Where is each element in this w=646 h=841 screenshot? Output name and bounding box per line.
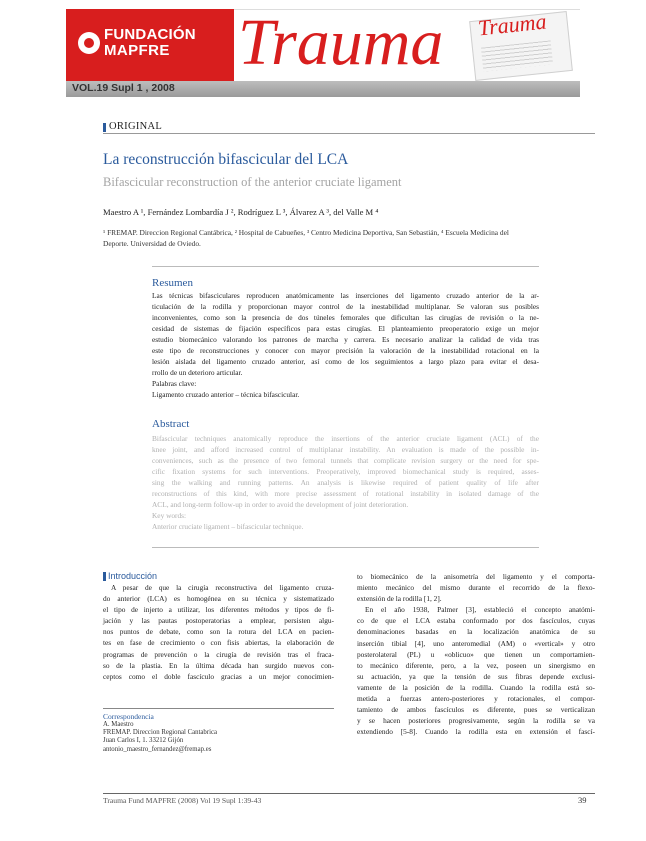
correspondence-line: FREMAP. Direccion Regional Cantabrica — [103, 729, 218, 737]
correspondence-line: A. Maestro — [103, 721, 134, 728]
intro-line: En el año 1938, Palmer [3], estableció el concepto anatómi- — [365, 605, 595, 615]
abstract-line: sing the walking and running patterns. An analysis is likewise required of patient quality of life after — [152, 478, 539, 487]
section-marker — [103, 123, 106, 132]
resumen-line: cesidad de sistemas de fijación específicos para estas cirugías. El planteamiento preoperatorio exige un mejor — [152, 324, 539, 333]
intro-line: tamiento de ambos fascículos es diferente, pues se verticalizan — [357, 705, 595, 715]
resumen-keywords: Ligamento cruzado anterior – técnica bifascicular. — [152, 390, 300, 399]
affiliation-line: ¹ FREMAP. Direccion Regional Cantábrica, ² Hospital de Cabueñes, ³ Centro Medicina Deportiva, San Sebastián, ⁴ Escuela Medicina del — [103, 228, 509, 237]
section-divider — [103, 133, 595, 134]
journal-title-text: Trauma — [238, 6, 444, 79]
intro-line: denominaciones basadas en la localización anatómica de su — [357, 627, 595, 637]
intro-line: so de la plastia. En la última década han surgido nuevos con- — [103, 660, 334, 670]
abstract-text — [152, 433, 539, 532]
intro-line: miento mecánico del mismo durante el recorrido de la flexo- — [357, 583, 595, 593]
correspondence-block — [103, 721, 217, 754]
intro-heading: Introducción — [108, 571, 158, 581]
abstract-box-bottom-rule — [152, 547, 539, 548]
intro-line: programas de prevención o la cirugía de revisión tras el fraca- — [103, 649, 334, 659]
volume-label: VOL.19 Supl 1 , 2008 — [72, 82, 175, 94]
intro-heading-marker — [103, 572, 106, 581]
intro-left-column — [103, 582, 334, 682]
resumen-text — [152, 290, 539, 400]
intro-line: extensión de la rodilla [1, 2]. — [357, 594, 442, 604]
resumen-keywords-label: Palabras clave: — [152, 379, 197, 388]
abstract-line: cific fixation systems for such interventions. Preoperatively, improved biomechanical study is required, asses- — [152, 467, 539, 476]
resumen-line: estudio biomecánico valorando los patrones de marcha y carrera. Es necesario analizar la calidad de vida tras — [152, 335, 539, 344]
intro-line: jación y las pautas postoperatorias a emplear, persisten algu- — [103, 616, 334, 626]
intro-line: posterolateral (PL) u «oblicuo» que tienen un comportamien- — [357, 649, 595, 659]
article-title: La reconstrucción bifascicular del LCA — [103, 151, 349, 168]
abstract-heading: Abstract — [152, 418, 190, 430]
affiliations — [103, 227, 595, 249]
footer-divider — [103, 793, 595, 794]
resumen-line: lesión aislada del ligamento cruzado anterior, así como de los seguimientos a largo plazo para evitar el desa- — [152, 357, 539, 366]
intro-line: extendiendo [5-8]. Cuando la rodilla esta en extensión el fascí- — [357, 727, 595, 737]
intro-line: to mecánico diferente, pero, a la vez, poseen un sinergismo en — [357, 660, 595, 670]
journal-title — [238, 8, 443, 79]
abstract-line: knee joint, and afford increased control of multiplanar instability. An evaluation is made of the possible in- — [152, 445, 539, 454]
correspondence-heading: Correspondencia — [103, 712, 154, 721]
intro-line: el tipo de injerto a utilizar, los diferentes métodos y tipos de fi- — [103, 605, 334, 615]
abstract-line: Bifascicular techniques anatomically reproduce the insertions of the anterior cruciate ligament (ACL) of the — [152, 434, 539, 443]
intro-line: ceptos como el doble fascículo gracias a un mejor conocimien- — [103, 671, 334, 681]
correspondence-email[interactable]: antonio_maestro_fernandez@fremap.es — [103, 745, 212, 753]
mapfre-logo-icon — [78, 32, 100, 54]
intro-line: tes en fase de crecimiento o con fisis abiertas, la elaboración de — [103, 638, 334, 648]
cover-title: Trauma — [476, 8, 548, 41]
intro-line: co de que el LCA estaba conformado por dos fascículos, cuyas — [357, 616, 595, 626]
intro-line: nos puntos de debate, como son la rotura del LCA en pacien- — [103, 627, 334, 637]
abstract-line: reconstructions of this kind, with more precise assessment of rotational instability in isolated damage of the — [152, 489, 539, 498]
abstract-line: conveniences, such as the presence of two femoral tunnels that complicate revision surgery or the need for spe- — [152, 456, 539, 465]
resumen-line: rrollo de un deterioro articular. — [152, 368, 243, 377]
abstract-line: ACL, and long-term follow-up in order to avoid the development of joint deterioration. — [152, 500, 409, 509]
footer-citation: Trauma Fund MAPFRE (2008) Vol 19 Supl 1:39-43 — [103, 796, 262, 805]
abstract-box-top-rule — [152, 266, 539, 267]
intro-line: su actuación, ya que la tensión de sus fibras depende exclusi- — [357, 671, 595, 681]
abstract-keywords: Anterior cruciate ligament – bifascicular technique. — [152, 522, 304, 531]
resumen-line: ticulación de la rodilla y proporcionan mayor control de la inestabilidad multiplanar. Se valoran sus posibles — [152, 302, 539, 311]
resumen-heading: Resumen — [152, 277, 193, 289]
page-number: 39 — [578, 795, 587, 805]
author-list: Maestro A ¹, Fernández Lombardía J ², Rodríguez L ³, Álvarez A ³, del Valle M ⁴ — [103, 207, 379, 217]
intro-line: y se hacen posteriores progresivamente, según la rodilla se va — [357, 716, 595, 726]
intro-line: do anterior (LCA) es homogénea en su técnica y sistematizado — [103, 594, 334, 604]
affiliation-line: Deporte. Universidad de Oviedo. — [103, 239, 201, 248]
resumen-line: Las técnicas bifasciculares reproducen anatómicamente las inserciones del ligamento cruzado anterior de la ar- — [152, 291, 539, 300]
resumen-line: este tipo de reconstrucciones y conocer con mayor precisión la valoración de la inestabilidad rotacional en la — [152, 346, 539, 355]
intro-line: inserción tibial [4], uno anteromedial (AM) o «vertical» y otro — [357, 638, 595, 648]
intro-line: A pesar de que la cirugía reconstructiva del ligamento cruza- — [111, 583, 334, 592]
intro-line: metida a fuerzas antero-posteriores y rotacionales, el compor- — [357, 694, 595, 704]
intro-line: vamente de la posición de la rodilla. Cuando la rodilla está so- — [357, 682, 595, 692]
intro-line: to biomecánico de la anisometría del ligamento y el comporta- — [357, 572, 595, 581]
correspondence-divider — [103, 708, 334, 709]
section-label: ORIGINAL — [109, 121, 163, 132]
article-subtitle: Bifascicular reconstruction of the anterior cruciate ligament — [103, 175, 402, 189]
intro-right-column — [357, 571, 595, 737]
logo-text-line2: MAPFRE — [104, 42, 170, 59]
resumen-line: inconvenientes, como son la presencia de dos túneles femorales que dificultan las cirugías de revisión o la ne- — [152, 313, 539, 322]
abstract-keywords-label: Key words: — [152, 511, 187, 520]
correspondence-line: Juan Carlos I, 1. 33212 Gijón — [103, 737, 184, 745]
logo-text-line1: FUNDACIÓN — [104, 26, 196, 43]
